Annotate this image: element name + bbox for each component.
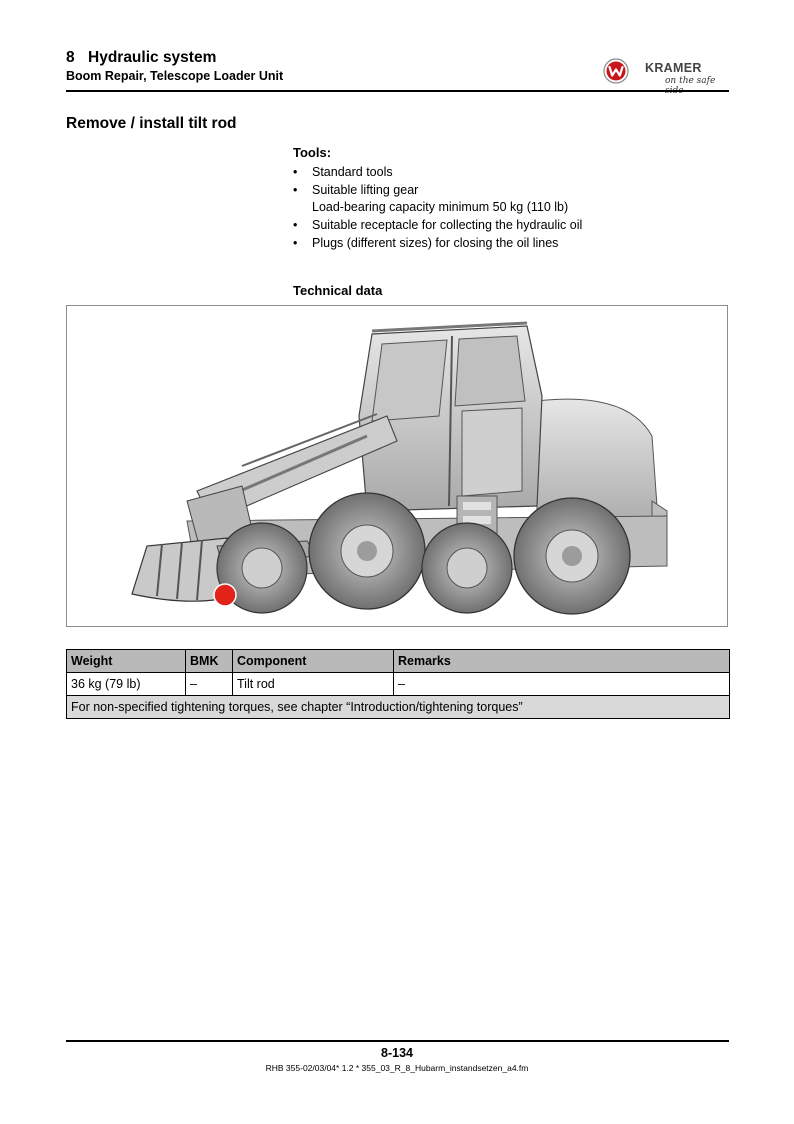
tilt-rod-marker xyxy=(214,584,236,606)
kramer-w-badge-icon xyxy=(603,58,629,84)
file-reference: RHB 355-02/03/04* 1.2 * 355_03_R_8_Hubarm_instandsetzen_a4.fm xyxy=(265,1063,529,1073)
tool-detail: Load-bearing capacity minimum 50 kg (110 lb) xyxy=(312,200,569,214)
tools-list-item xyxy=(293,217,723,234)
column-header-bmk: BMK xyxy=(186,650,233,673)
table-note-row xyxy=(67,696,730,719)
bullet: • xyxy=(293,236,298,250)
chapter-subtitle: Boom Repair, Telescope Loader Unit xyxy=(66,69,284,83)
loader-figure xyxy=(66,305,728,627)
page-number: 8-134 xyxy=(381,1046,413,1060)
cell-component: Tilt rod xyxy=(233,673,394,696)
technical-data-heading: Technical data xyxy=(293,283,383,298)
section-title: Remove / install tilt rod xyxy=(66,115,237,132)
cell-weight: 36 kg (79 lb) xyxy=(67,673,186,696)
tools-list-item xyxy=(293,164,723,181)
wheel-loader-illustration xyxy=(67,306,727,626)
technical-data-table xyxy=(66,649,730,719)
brand-slogan: on the safe xyxy=(665,76,716,86)
footer-rule xyxy=(66,1040,729,1042)
tool-text: Suitable lifting gear xyxy=(312,183,419,197)
tools-list-item xyxy=(293,235,723,252)
table-note: For non-specified tightening torques, see chapter “Introduction/tightening torques” xyxy=(67,696,730,719)
column-header-component: Component xyxy=(233,650,394,673)
column-header-remarks: Remarks xyxy=(394,650,730,673)
chapter-number: 8 xyxy=(66,49,75,66)
tool-text: Standard tools xyxy=(312,165,393,179)
brand-name: KRAMER xyxy=(645,61,702,75)
tools-list-item xyxy=(293,182,723,216)
cell-bmk: – xyxy=(186,673,233,696)
chapter-title: Hydraulic system xyxy=(88,49,217,66)
wheel xyxy=(422,523,512,613)
wheel xyxy=(514,498,630,614)
bullet: • xyxy=(293,183,298,197)
chapter-heading xyxy=(66,49,216,67)
cell-remarks: – xyxy=(394,673,730,696)
bullet: • xyxy=(293,165,298,179)
table-row xyxy=(67,673,730,696)
tools-heading: Tools: xyxy=(293,145,332,160)
column-header-weight: Weight xyxy=(67,650,186,673)
table-header-row xyxy=(67,650,730,673)
header-rule xyxy=(66,90,729,92)
tool-text: Suitable receptacle for collecting the hydraulic oil xyxy=(312,218,583,232)
tool-text: Plugs (different sizes) for closing the oil lines xyxy=(312,236,559,250)
kramer-logo xyxy=(603,56,729,88)
bullet: • xyxy=(293,218,298,232)
tools-list xyxy=(293,164,723,253)
wheel xyxy=(309,493,425,609)
